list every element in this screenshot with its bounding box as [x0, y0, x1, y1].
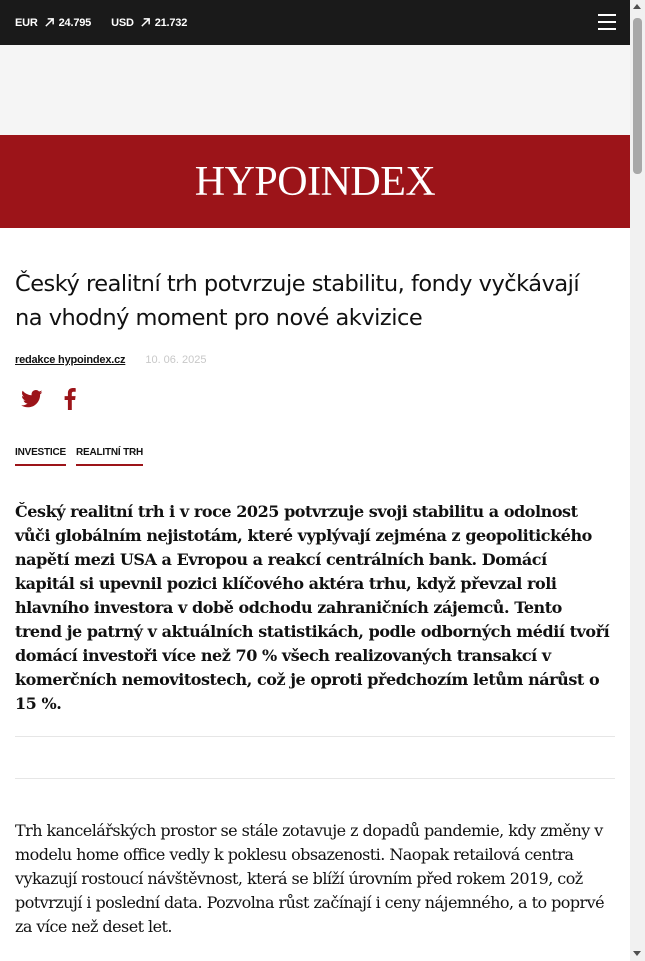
scroll-down-arrow-icon[interactable]	[633, 951, 641, 956]
share-buttons	[20, 387, 96, 411]
twitter-icon[interactable]	[20, 387, 44, 411]
currency-rate-eur	[15, 17, 91, 29]
arrow-up-right-icon	[140, 17, 151, 28]
divider	[15, 778, 615, 779]
currency-rate-usd	[111, 17, 187, 29]
divider	[15, 736, 615, 737]
brand-banner	[0, 135, 630, 228]
site-logo[interactable]: HYPOINDEX	[194, 158, 436, 205]
article-meta	[15, 354, 207, 366]
scrollbar-thumb[interactable]	[633, 18, 642, 174]
article-tags	[15, 447, 153, 466]
currency-value: 24.795	[58, 16, 92, 29]
currency-code: USD	[111, 16, 134, 29]
publish-date: 10. 06. 2025	[145, 354, 207, 366]
arrow-up-right-icon	[44, 17, 55, 28]
article-title: Český realitní trh potvrzuje stabilitu, fondy vyčkávají na vhodný moment pro nové akvizice	[15, 271, 580, 331]
currency-value: 21.732	[154, 16, 188, 29]
currency-bar	[0, 0, 630, 45]
tag-investice[interactable]: INVESTICE	[15, 447, 66, 466]
facebook-icon[interactable]	[58, 387, 82, 411]
author-link[interactable]: redakce hypoindex.cz	[15, 354, 126, 366]
ad-placeholder	[0, 45, 630, 135]
article-paragraph: Trh kancelářských prostor se stále zotavuje z dopadů pandemie, kdy změny v modelu home office vedly k poklesu obsazenosti. Naopak retailová centra vykazují rostoucí návštěvnost, která se blíží úrovním před rokem 2019, což potvrzují i poslední data. Pozvolna růst začínají i ceny nájemného, a to poprvé za více než deset let.	[15, 821, 605, 936]
hamburger-menu-icon[interactable]	[598, 14, 616, 30]
scroll-up-arrow-icon[interactable]	[633, 4, 641, 9]
tag-realitni-trh[interactable]: REALITNÍ TRH	[76, 447, 143, 466]
scrollbar[interactable]	[630, 0, 645, 961]
article-lead: Český realitní trh i v roce 2025 potvrzuje svoji stabilitu a odolnost vůči globálním nejistotám, které vyplývají zejména z geopolitického napětí mezi USA a Evropou a reakcí centrálních bank. Domácí kapitál si upevnil pozici klíčového aktéra trhu, když převzal roli hlavního investora v době odchodu zahraničních zájemců. Tento trend je patrný v aktuálních statistikách, podle odborných médií tvoří domácí investoři více než 70 % všech realizovaných transakcí v komerčních nemovitostech, což je oproti předchozím letům nárůst o 15 %.	[15, 502, 610, 713]
currency-code: EUR	[15, 16, 38, 29]
